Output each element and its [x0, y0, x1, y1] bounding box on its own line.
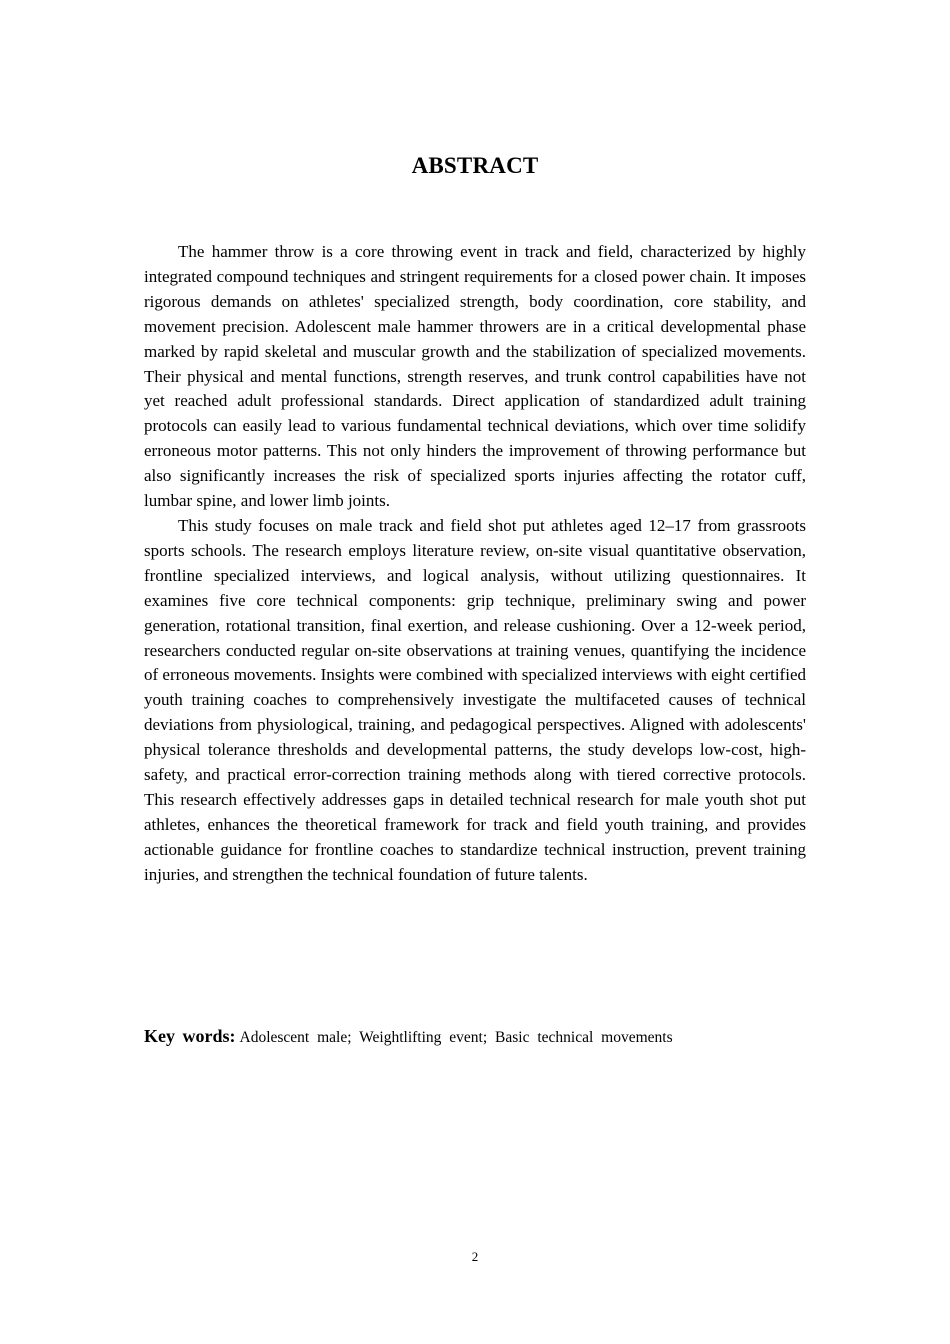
- abstract-body: [144, 240, 806, 888]
- keywords-line: [144, 1022, 806, 1052]
- abstract-paragraph-2: This study focuses on male track and field shot put athletes aged 12–17 from grassroots sports schools. The research employs literature review, on-site visual quantitative observation, frontline specialized interviews, and logical analysis, without utilizing questionnaires. It examines five core technical components: grip technique, preliminary swing and power generation, rotational transition, final exertion, and release cushioning. Over a 12-week period, researchers conducted regular on-site observations at training venues, quantifying the incidence of erroneous movements. Insights were combined with specialized interviews with eight certified youth training coaches to comprehensively investigate the multifaceted causes of technical deviations from physiological, training, and pedagogical perspectives. Aligned with adolescents' physical tolerance thresholds and developmental patterns, the study develops low-cost, high-safety, and practical error-correction training methods along with tiered corrective protocols. This research effectively addresses gaps in detailed technical research for male youth shot put athletes, enhances the theoretical framework for track and field youth training, and provides actionable guidance for frontline coaches to standardize technical instruction, prevent training injuries, and strengthen the technical foundation of future talents.: [144, 515, 806, 884]
- keywords-label: Key words:: [144, 1026, 236, 1046]
- page-number: 2: [471, 1249, 479, 1264]
- abstract-heading: ABSTRACT: [411, 153, 539, 178]
- abstract-paragraph-1: The hammer throw is a core throwing event in track and field, characterized by highly integrated compound techniques and stringent requirements for a closed power chain. It imposes rigorous demands on athletes' specialized strength, body coordination, core stability, and movement precision. Adolescent male hammer throwers are in a critical developmental phase marked by rapid skeletal and muscular growth and the stabilization of specialized movements. Their physical and mental functions, strength reserves, and trunk control capabilities have not yet reached adult professional standards. Direct application of standardized adult training protocols can easily lead to various fundamental technical deviations, which over time solidify erroneous motor patterns. This not only hinders the improvement of throwing performance but also significantly increases the risk of specialized sports injuries affecting the rotator cuff, lumbar spine, and lower limb joints.: [144, 242, 806, 511]
- keywords-value: Adolescent male; Weightlifting event; Basic technical movements: [239, 1029, 673, 1046]
